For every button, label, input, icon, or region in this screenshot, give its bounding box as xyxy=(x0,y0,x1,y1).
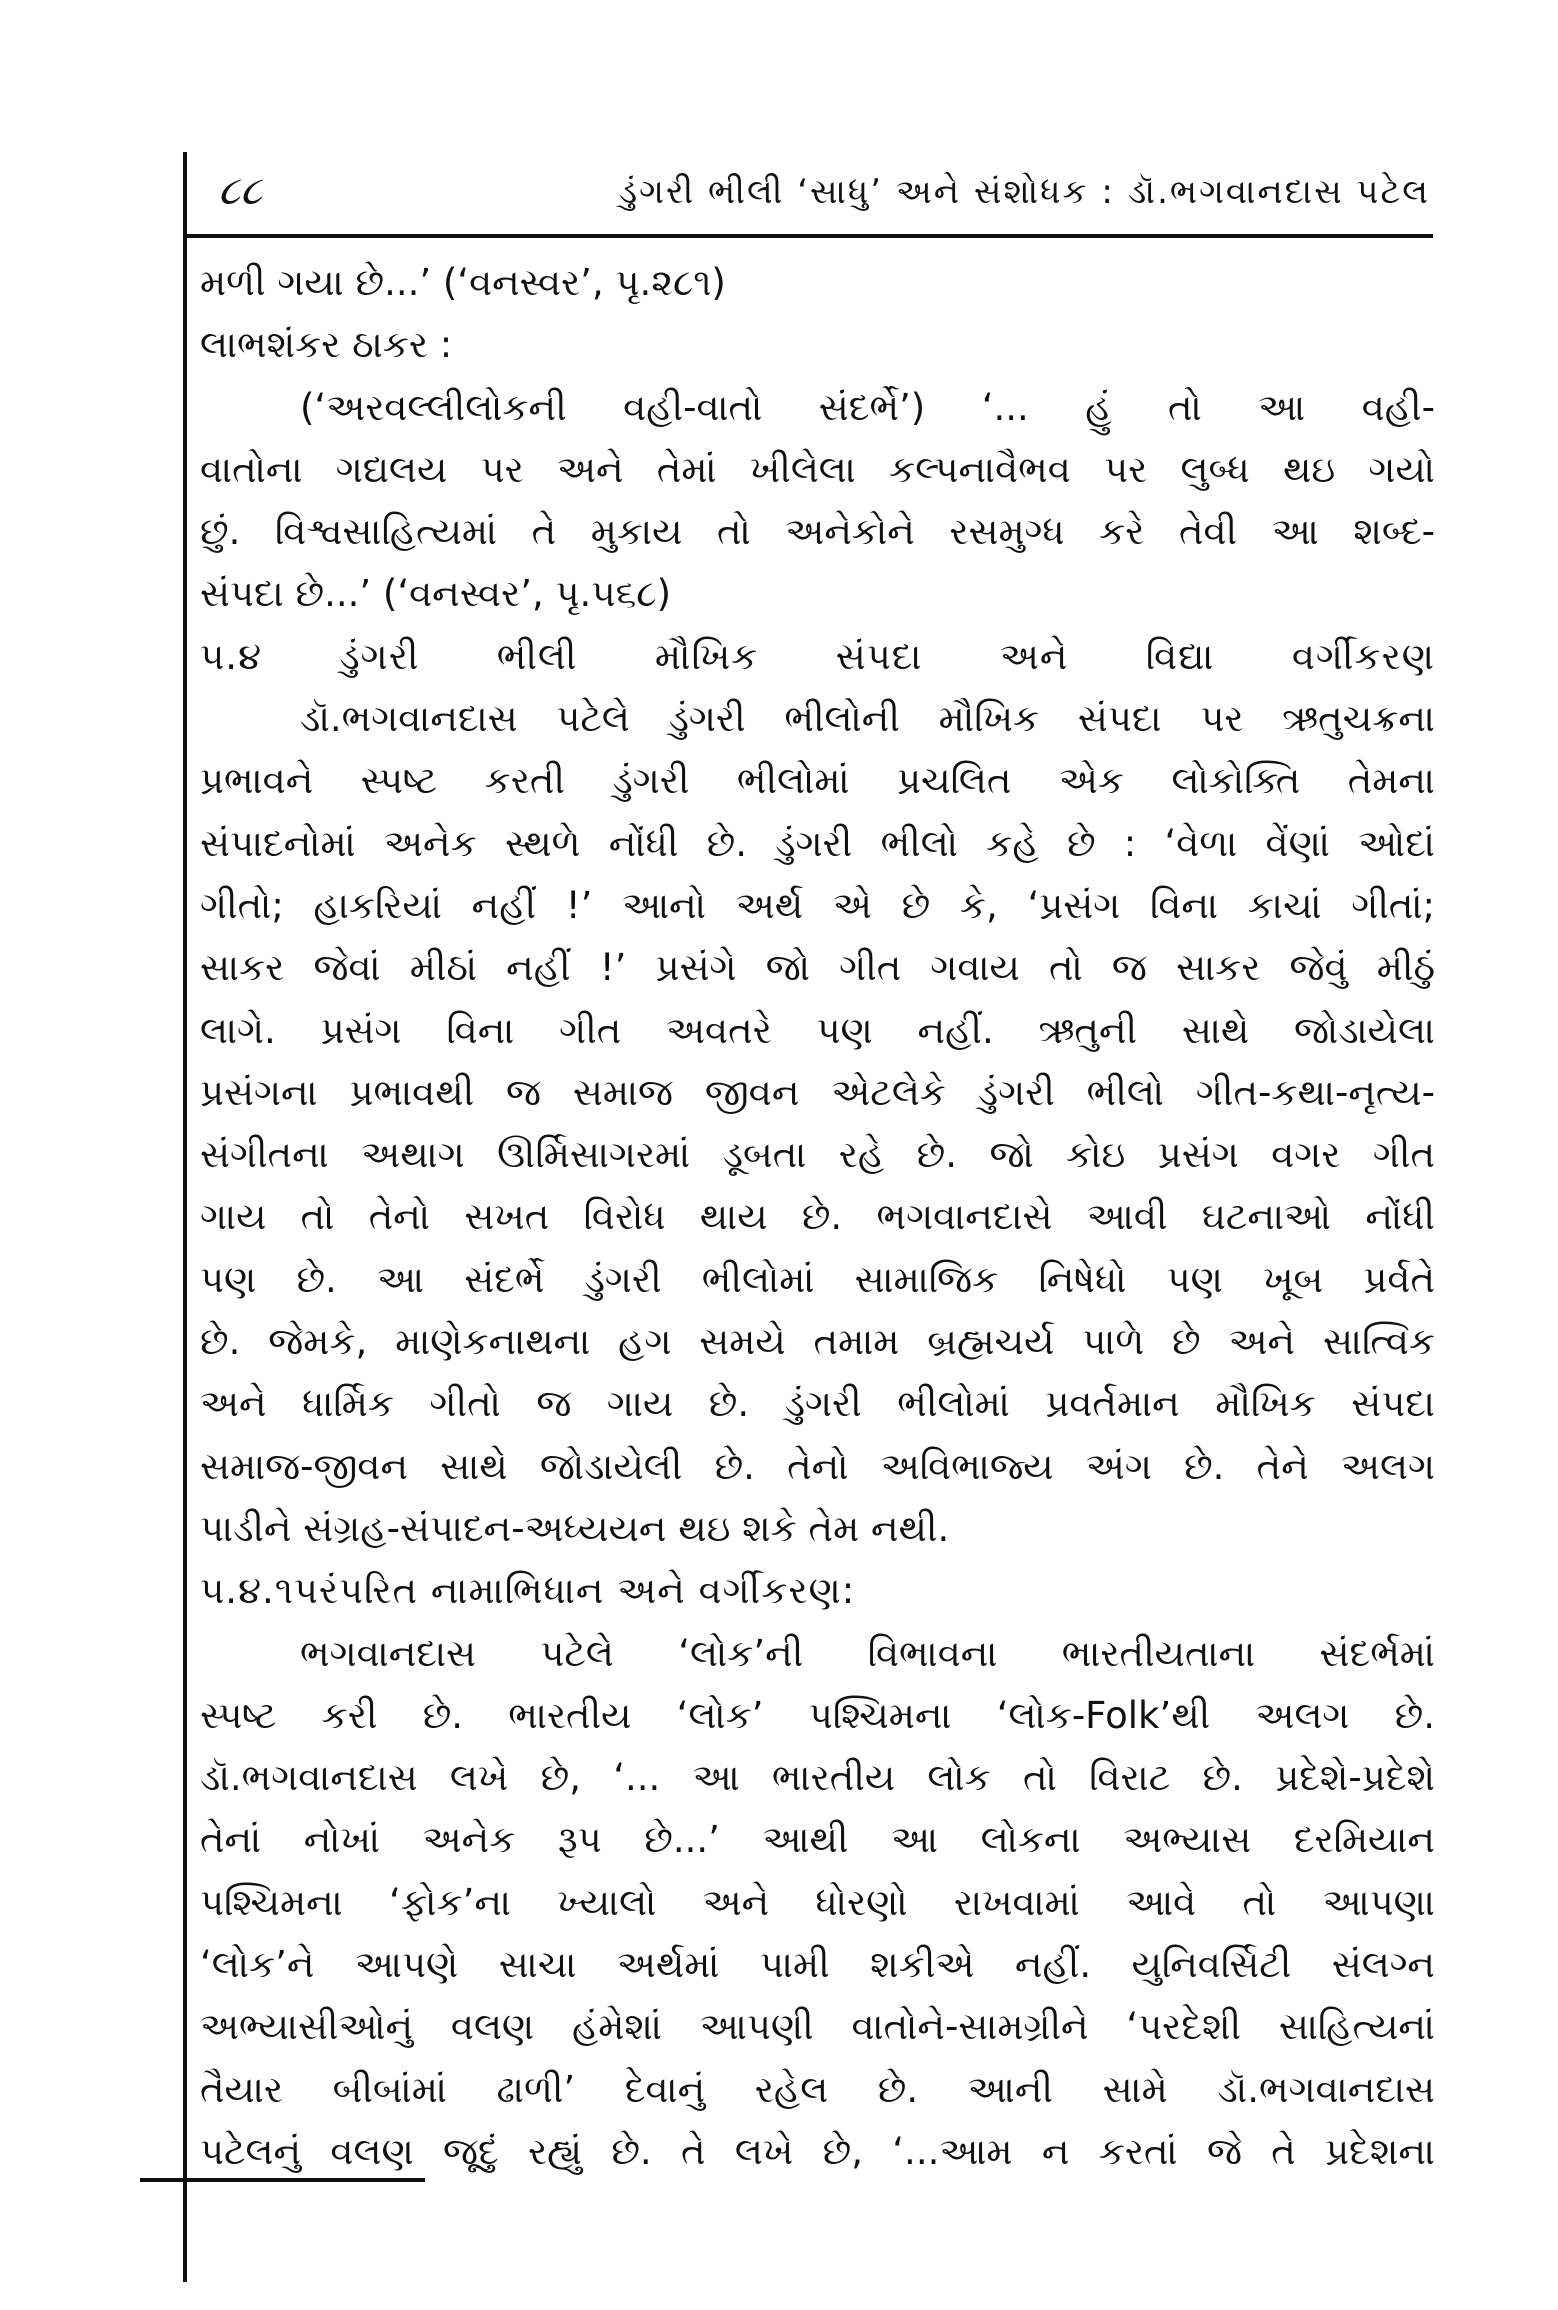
text-line: પાડીને સંગ્રહ-સંપાદન-અધ્યયન થઇ શકે તેમ નથી. xyxy=(200,1506,950,1550)
subheading: લાભશંકર ઠાકર : xyxy=(200,323,453,367)
text-line: તૈયાર બીબાંમાં ઢાળી’ દેવાનું રહેલ છે. આની સામે ડૉ.ભગવાનદાસ xyxy=(200,2067,1435,2111)
text-line: વાતોના ગદ્યલય પર અને તેમાં ખીલેલા કલ્પનાવૈભવ પર લુબ્ધ થઇ ગયો xyxy=(200,447,1435,491)
text-line: ડૉ.ભગવાનદાસ પટેલે ડુંગરી ભીલોની મૌખિક સંપદા પર ઋતુચક્રના xyxy=(300,697,1435,741)
text-line: સાકર જેવાં મીઠાં નહીં !’ પ્રસંગે જો ગીત ગવાય તો જ સાકર જેવું મીઠું xyxy=(200,946,1435,990)
text-line: સંપદા છે...’ (‘વનસ્વર’, પૃ.૫૬૮) xyxy=(200,572,672,616)
text-line: સંગીતના અથાગ ઊર્મિસાગરમાં ડૂબતા રહે છે. જો કોઇ પ્રસંગ વગર ગીત xyxy=(200,1133,1435,1177)
text-line: પટેલનું વલણ જૂદું રહ્યું છે. તે લખે છે, ‘...આમ ન કરતાં જે તે પ્રદેશના xyxy=(200,2129,1435,2173)
section-heading: ૫.૪ ડુંગરી ભીલી મૌખિક સંપદા અને વિદ્યા વર્ગીકરણ xyxy=(200,634,1435,678)
text-line: પ્રસંગના પ્રભાવથી જ સમાજ જીવન એટલેકે ડુંગરી ભીલો ગીત-કથા-નૃત્ય- xyxy=(200,1070,1435,1114)
text-line: લાગે. પ્રસંગ વિના ગીત અવતરે પણ નહીં. ઋતુની સાથે જોડાયેલા xyxy=(200,1008,1435,1052)
text-line: સ્પષ્ટ કરી છે. ભારતીય ‘લોક’ પશ્ચિમના ‘લોક-Folk’થી અલગ છે. xyxy=(200,1693,1435,1737)
text-line: સમાજ-જીવન સાથે જોડાયેલી છે. તેનો અવિભાજ્ય અંગ છે. તેને અલગ xyxy=(200,1444,1435,1488)
text-line: અભ્યાસીઓનું વલણ હંમેશાં આપણી વાતોને-સામગ્રીને ‘પરદેશી સાહિત્યનાં xyxy=(200,2005,1435,2049)
header-rule xyxy=(183,234,1433,238)
page-number: ૮૮ xyxy=(218,168,262,214)
text-line: સંપાદનોમાં અનેક સ્થળે નોંધી છે. ડુંગરી ભીલો કહે છે : ‘વેળા વેંણાં ઓદાં xyxy=(200,821,1435,865)
text-line: ભગવાનદાસ પટેલે ‘લોક’ની વિભાવના ભારતીયતાના સંદર્ભમાં xyxy=(300,1631,1435,1675)
text-line: છું. વિશ્વસાહિત્યમાં તે મુકાય તો અનેકોને રસમુગ્ધ કરે તેવી આ શબ્દ- xyxy=(200,510,1435,554)
left-margin-rule xyxy=(183,152,187,2282)
body-text xyxy=(200,252,1435,2183)
text-line: (‘અરવલ્લીલોકની વહી-વાતો સંદર્ભે’) ‘... હું તો આ વહી- xyxy=(300,385,1435,429)
text-line: પ્રભાવને સ્પષ્ટ કરતી ડુંગરી ભીલોમાં પ્રચલિત એક લોકોક્તિ તેમના xyxy=(200,759,1435,803)
text-line: તેનાં નોખાં અનેક રૂપ છે...’ આથી આ લોકના અભ્યાસ દરમિયાન xyxy=(200,1818,1435,1862)
page-header xyxy=(200,168,1430,228)
section-heading: ૫.૪.૧પરંપરિત નામાભિધાન અને વર્ગીકરણ: xyxy=(200,1569,856,1613)
text-line: ડૉ.ભગવાનદાસ લખે છે, ‘... આ ભારતીય લોક તો વિરાટ છે. પ્રદેશે-પ્રદેશે xyxy=(200,1756,1435,1800)
text-line: અને ધાર્મિક ગીતો જ ગાય છે. ડુંગરી ભીલોમાં પ્રવર્તમાન મૌખિક સંપદા xyxy=(200,1382,1435,1426)
text-line: મળી ગયા છે...’ (‘વનસ્વર’, પૃ.૨૮૧) xyxy=(200,261,726,304)
text-line: ‘લોક’ને આપણે સાચા અર્થમાં પામી શકીએ નહીં. યુનિવર્સિટી સંલગ્ન xyxy=(200,1943,1435,1987)
text-line: ગાય તો તેનો સખત વિરોધ થાય છે. ભગવાનદાસે આવી ઘટનાઓ નોંધી xyxy=(200,1195,1435,1239)
text-line: છે. જેમકે, માણેકનાથના હગ સમયે તમામ બ્રહ્મચર્ય પાળે છે અને સાત્વિક xyxy=(200,1320,1435,1364)
text-line: ગીતો; હાકરિયાં નહીં !’ આનો અર્થ એ છે કે, ‘પ્રસંગ વિના કાચાં ગીતાં; xyxy=(200,883,1435,927)
text-line: પણ છે. આ સંદર્ભે ડુંગરી ભીલોમાં સામાજિક નિષેધો પણ ખૂબ પ્રર્વતે xyxy=(200,1257,1435,1301)
running-title: ડુંગરી ભીલી ‘સાધુ’ અને સંશોધક : ડૉ.ભગવાનદાસ પટેલ xyxy=(618,172,1430,212)
text-line: પશ્ચિમના ‘ફોક’ના ખ્યાલો અને ધોરણો રાખવામાં આવે તો આપણા xyxy=(200,1880,1435,1924)
